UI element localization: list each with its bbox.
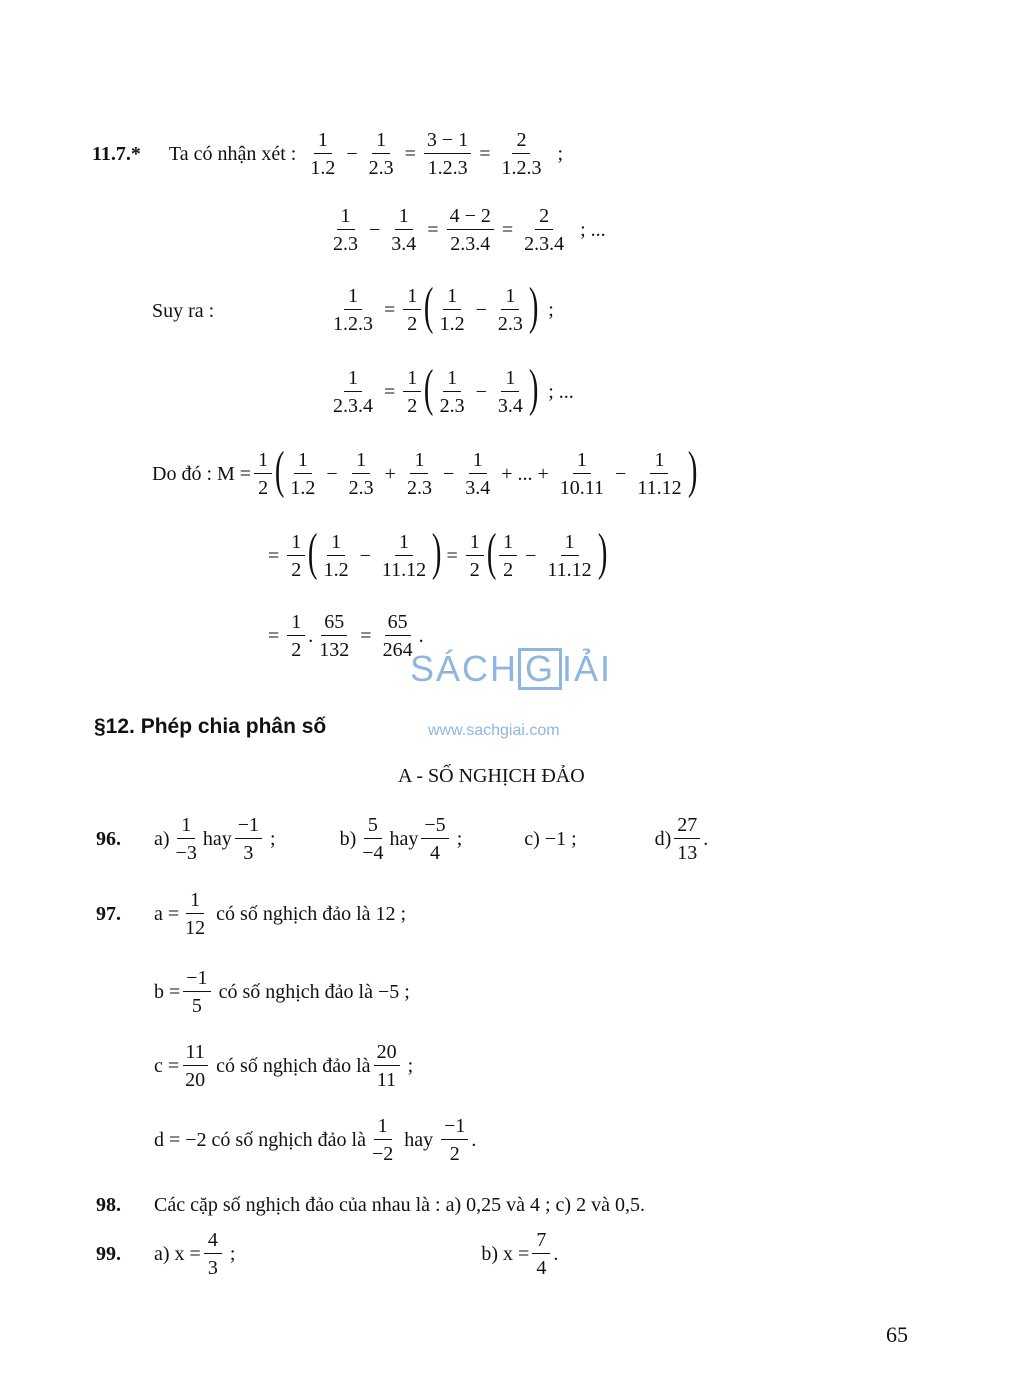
- fraction: $\frac{1}{2}$: [403, 286, 421, 334]
- watermark-logo: SÁCH G IẢI: [410, 648, 613, 689]
- fraction: $\frac{1}{2.3}$: [497, 285, 523, 335]
- fraction: $\frac{1}{2}$: [287, 532, 305, 580]
- exercise-label: 11.7.*: [92, 142, 141, 165]
- fraction: $\frac{1}{12}$: [185, 889, 206, 939]
- fraction: $\frac{1}{2}$: [466, 532, 484, 580]
- fraction: $\frac{65}{132}$: [319, 611, 350, 661]
- fraction: $\frac{1}{2.3}$: [439, 367, 465, 417]
- fraction: $\frac{2}{1.2.3}$: [501, 129, 542, 179]
- fraction: $\frac{11}{20}$: [182, 1042, 208, 1090]
- ex117-line5: Do đó : M = $\frac{1}{2}$ ( $\frac{1}{1.2}$ − $\frac{1}{2.3}$ + $\frac{1}{2.3}$ − $\frac{1}{3.4}$ + ... + $\frac{1}{10.11}$ − $\frac{1}{11.12}$ ): [152, 442, 698, 499]
- section-title: §12. Phép chia phân số: [94, 715, 327, 738]
- ex117-line2: $\frac{1}{2.3}$ − $\frac{1}{3.4}$ = $\frac{4 - 2}{2.3.4}$ = $\frac{2}{2.3.4}$ ; ...: [327, 206, 606, 254]
- ex117-line1: 11.7.* Ta có nhận xét : $\frac{1}{1.2}$ − $\frac{1}{2.3}$ = $\frac{3 - 1}{1.2.3}$ = $\frac{2}{1.2.3}$ ;: [92, 129, 564, 179]
- ex97-a: 97. a = $\frac{1}{12}$ có số nghịch đảo là 12 ;: [96, 889, 407, 939]
- ex117-line4: $\frac{1}{2.3.4}$ = $\frac{1}{2}$ ( $\frac{1}{2.3}$ − $\frac{1}{3.4}$ ) ; ...: [327, 366, 574, 418]
- exercise-label: 96.: [96, 827, 121, 850]
- intro-text: Ta có nhận xét :: [168, 142, 297, 165]
- fraction: $\frac{-5}{4}$: [421, 815, 448, 863]
- do-do-label: Do đó : M =: [152, 462, 252, 485]
- fraction: $\frac{-1}{5}$: [183, 968, 210, 1016]
- fraction: $\frac{1}{10.11}$: [559, 449, 605, 499]
- page-number: 65: [886, 1322, 908, 1347]
- watermark-url: www.sachgiai.com: [428, 722, 560, 739]
- fraction: $\frac{1}{2.3}$: [333, 205, 358, 255]
- fraction: $\frac{65}{264}$: [382, 611, 413, 661]
- ex96: 96. a) $\frac{1}{-3}$ hay $\frac{-1}{3}$ ; b) $\frac{5}{-4}$ hay $\frac{-5}{4}$ ; c) −1 ; d) $\frac{27}{13}$ .: [96, 814, 709, 864]
- ex97-b: b = $\frac{-1}{5}$ có số nghịch đảo là −5 ;: [154, 967, 410, 1017]
- ex117-line3: $\frac{1}{1.2.3}$ = $\frac{1}{2}$ ( $\frac{1}{1.2}$ − $\frac{1}{2.3}$ ) ;: [327, 284, 554, 336]
- fraction: $\frac{1}{2}$: [254, 450, 272, 498]
- ex117-line7: = $\frac{1}{2}$ . $\frac{65}{132}$ = $\frac{65}{264}$ .: [268, 611, 424, 661]
- fraction: $\frac{5}{-4}$: [362, 814, 384, 864]
- fraction: $\frac{1}{2}$: [403, 368, 421, 416]
- fraction: $\frac{1}{1.2}$: [439, 285, 465, 335]
- fraction: $\frac{2}{2.3.4}$: [524, 205, 565, 255]
- fraction: $\frac{1}{-3}$: [175, 814, 197, 864]
- fraction: $\frac{27}{13}$: [674, 815, 700, 863]
- fraction: $\frac{4}{3}$: [204, 1230, 222, 1278]
- fraction: $\frac{3 - 1}{1.2.3}$: [424, 130, 471, 178]
- fraction: $\frac{1}{2.3}$: [368, 129, 394, 179]
- suy-ra-label: Suy ra :: [152, 300, 215, 322]
- fraction: $\frac{1}{3.4}$: [391, 205, 417, 255]
- fraction: $\frac{1}{1.2.3}$: [333, 285, 373, 335]
- fraction: $\frac{-1}{3}$: [235, 815, 262, 863]
- ex97-d: d = −2 có số nghịch đảo là $\frac{1}{-2}$ hay $\frac{-1}{2}$ .: [154, 1115, 477, 1165]
- fraction: $\frac{1}{2.3}$: [348, 449, 374, 499]
- fraction: $\frac{1}{3.4}$: [465, 449, 491, 499]
- fraction: $\frac{7}{4}$: [532, 1230, 550, 1278]
- fraction: $\frac{1}{1.2}$: [323, 531, 349, 581]
- ex97-c: c = $\frac{11}{20}$ có số nghịch đảo là $\frac{20}{11}$ ;: [154, 1041, 414, 1091]
- fraction: $\frac{1}{2}$: [499, 532, 517, 580]
- ex98: 98. Các cặp số nghịch đảo của nhau là : a) 0,25 và 4 ; c) 2 và 0,5.: [96, 1194, 645, 1216]
- fraction: $\frac{1}{11.12}$: [381, 531, 427, 581]
- fraction: $\frac{4 - 2}{2.3.4}$: [447, 206, 494, 254]
- fraction: $\frac{1}{2.3}$: [406, 449, 432, 499]
- fraction: $\frac{1}{2}$: [287, 612, 305, 660]
- fraction: $\frac{1}{2.3.4}$: [333, 367, 373, 417]
- fraction: $\frac{1}{1.2}$: [310, 129, 336, 179]
- fraction: $\frac{1}{3.4}$: [497, 367, 523, 417]
- ex117-line6: = $\frac{1}{2}$ ( $\frac{1}{1.2}$ − $\frac{1}{11.12}$ ) = $\frac{1}{2}$ ( $\frac{1}{2}$ − $\frac{1}{11.12}$ ): [268, 524, 608, 581]
- exercise-label: 97.: [96, 902, 121, 925]
- section-subtitle: A - SỐ NGHỊCH ĐẢO: [398, 765, 585, 787]
- fraction: $\frac{1}{11.12}$: [637, 449, 682, 499]
- fraction: $\frac{1}{1.2}$: [290, 449, 316, 499]
- fraction: $\frac{1}{-2}$: [371, 1115, 394, 1165]
- fraction: $\frac{1}{11.12}$: [547, 531, 592, 581]
- exercise-label: 99.: [96, 1242, 121, 1265]
- ex99: 99. a) x = $\frac{4}{3}$ ; b) x = $\frac{7}{4}$ .: [96, 1229, 559, 1279]
- fraction: $\frac{-1}{2}$: [441, 1116, 468, 1164]
- fraction: $\frac{20}{11}$: [374, 1042, 400, 1090]
- exercise-label: 98.: [96, 1194, 121, 1216]
